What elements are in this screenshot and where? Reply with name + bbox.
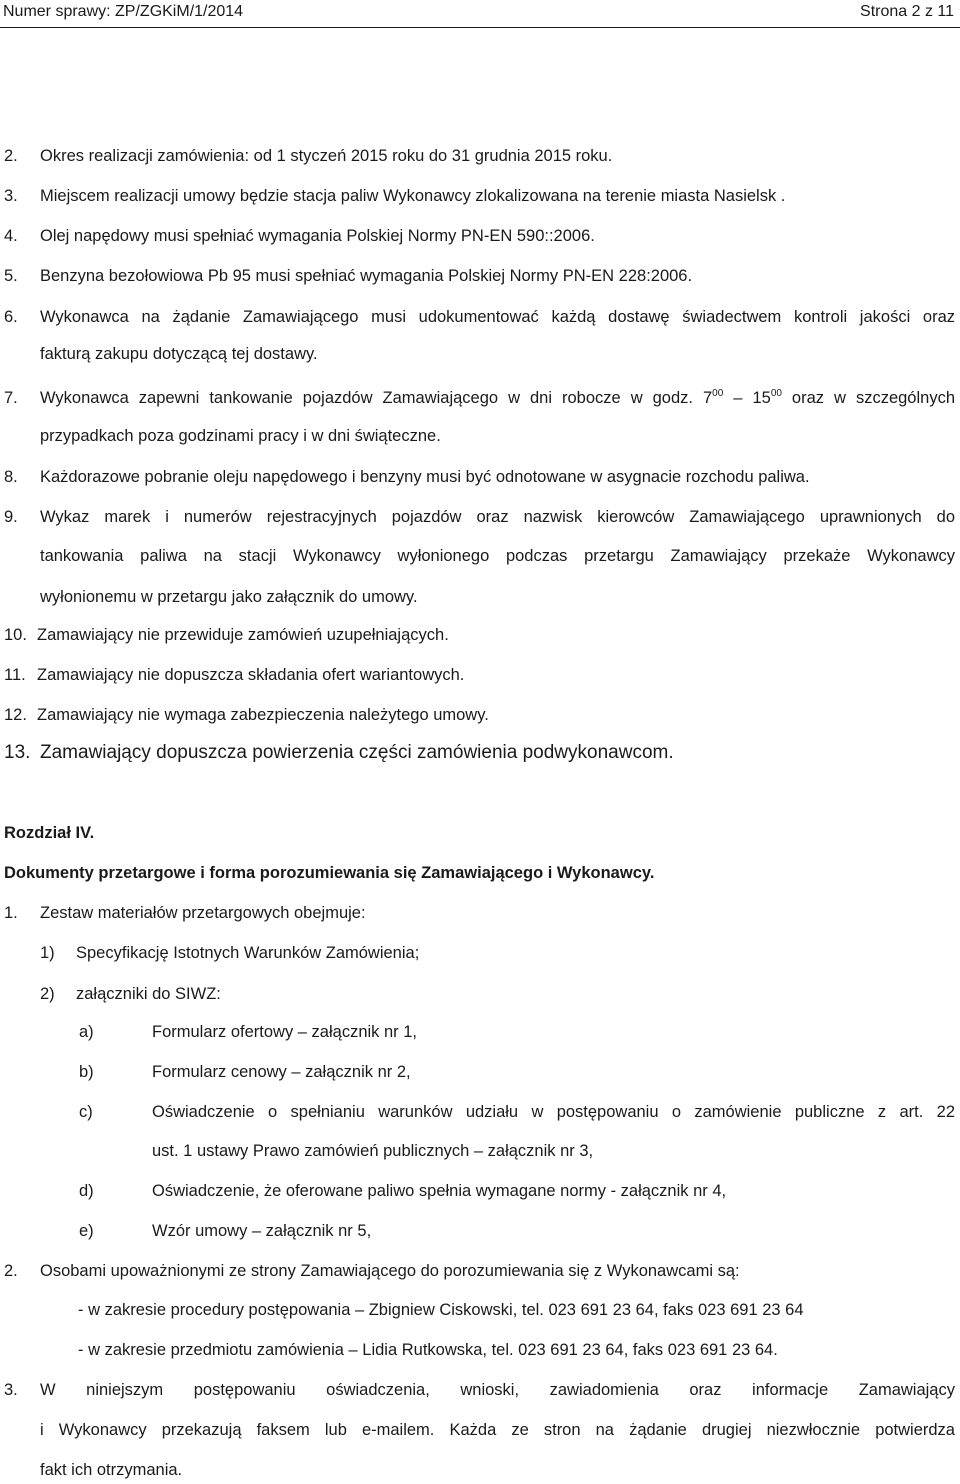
item-text-line-1	[40, 388, 955, 408]
letter-number: b)	[79, 1063, 94, 1081]
item-number: 4.	[4, 227, 18, 245]
section-title-text: Rozdział IV.	[4, 824, 95, 842]
hours-text-c: oraz w szczególnych	[781, 389, 955, 407]
item-number: 3.	[4, 1381, 18, 1399]
item-text-line-2: i Wykonawcy przekazują faksem lub e-mailem. Każda ze stron na żądanie drugiej niezwłocznie potwierdza	[40, 1421, 955, 1439]
item-text: Każdorazowe pobranie oleju napędowego i benzyny musi być odnotowane w asygnacie rozchodu paliwa.	[40, 468, 810, 486]
contact-subject-text: - w zakresie przedmiotu zamówienia – Lidia Rutkowska, tel. 023 691 23 64, faks 023 691 23 64.	[78, 1341, 778, 1359]
item-text: Zestaw materiałów przetargowych obejmuje:	[40, 904, 366, 922]
hours-text-b: – 15	[723, 389, 771, 407]
item-number: 7.	[4, 389, 18, 407]
item-number: 11.	[4, 666, 26, 684]
letter-text: Wzór umowy – załącznik nr 5,	[152, 1222, 372, 1240]
item-number: 12.	[4, 706, 27, 724]
item-text: Benzyna bezołowiowa Pb 95 musi spełniać wymagania Polskiej Normy PN-EN 228:2006.	[40, 267, 693, 285]
item-text-line-2: przypadkach poza godzinami pracy i w dni świąteczne.	[40, 427, 441, 445]
header-divider	[0, 27, 960, 28]
item-number: 1.	[4, 904, 18, 922]
case-number: Numer sprawy: ZP/ZGKiM/1/2014	[3, 3, 244, 20]
section-subtitle-text: Dokumenty przetargowe i forma porozumiewania się Zamawiającego i Wykonawcy.	[4, 864, 655, 882]
item-number: 9.	[4, 508, 18, 526]
sub-item-text: Specyfikację Istotnych Warunków Zamówienia;	[76, 944, 420, 962]
item-number: 6.	[4, 308, 18, 326]
sub-item-text: załączniki do SIWZ:	[76, 985, 221, 1003]
letter-text: Formularz ofertowy – załącznik nr 1,	[152, 1023, 418, 1041]
item-number: 2.	[4, 147, 18, 165]
item-text: Zamawiający nie dopuszcza składania ofert wariantowych.	[37, 666, 465, 684]
letter-text-line-2: ust. 1 ustawy Prawo zamówień publicznych – załącznik nr 3,	[152, 1142, 594, 1160]
item-text: Zamawiający dopuszcza powierzenia części zamówienia podwykonawcom.	[40, 742, 674, 763]
item-text: Olej napędowy musi spełniać wymagania Polskiej Normy PN-EN 590::2006.	[40, 227, 595, 245]
item-text-line-1: Wykonawca na żądanie Zamawiającego musi udokumentować każdą dostawę świadectwem kontroli jakości oraz	[40, 308, 955, 326]
item-number: 5.	[4, 267, 18, 285]
item-number: 2.	[4, 1262, 18, 1280]
item-number: 10.	[4, 626, 27, 644]
item-text: Osobami upoważnionymi ze strony Zamawiającego do porozumiewania się z Wykonawcami są:	[40, 1262, 740, 1280]
letter-text: Oświadczenie, że oferowane paliwo spełnia wymagane normy - załącznik nr 4,	[152, 1182, 727, 1200]
item-text-line-1: Wykaz marek i numerów rejestracyjnych pojazdów oraz nazwisk kierowców Zamawiającego uprawnionych do	[40, 508, 955, 526]
letter-number: e)	[79, 1222, 94, 1240]
letter-number: a)	[79, 1023, 94, 1041]
item-number: 8.	[4, 468, 18, 486]
item-text: Okres realizacji zamówienia: od 1 styczeń 2015 roku do 31 grudnia 2015 roku.	[40, 147, 613, 165]
hours-text-a: Wykonawca zapewni tankowanie pojazdów Zamawiającego w dni robocze w godz. 7	[40, 389, 713, 407]
page-header	[0, 0, 960, 30]
sub-item-number: 1)	[40, 944, 55, 962]
contact-procedure-text: - w zakresie procedury postępowania – Zbigniew Ciskowski, tel. 023 691 23 64, faks 023 691 23 64	[78, 1301, 804, 1319]
letter-number: c)	[79, 1103, 93, 1121]
letter-number: d)	[79, 1182, 94, 1200]
hours-sup-1: 00	[712, 388, 724, 399]
item-text-line-2: tankowania paliwa na stacji Wykonawcy wyłonionego podczas przetargu Zamawiający przekaże Wykonawcy	[40, 547, 955, 565]
item-number: 3.	[4, 187, 18, 205]
item-text-line-3: wyłonionemu w przetargu jako załącznik do umowy.	[40, 588, 418, 606]
sub-item-number: 2)	[40, 985, 55, 1003]
item-text-line-1: W niniejszym postępowaniu oświadczenia, wnioski, zawiadomienia oraz informacje Zamawiający	[40, 1381, 955, 1399]
item-text: Zamawiający nie wymaga zabezpieczenia należytego umowy.	[37, 706, 489, 724]
item-text-line-2: fakturą zakupu dotyczącą tej dostawy.	[40, 345, 318, 363]
letter-text: Formularz cenowy – załącznik nr 2,	[152, 1063, 411, 1081]
item-text: Zamawiający nie przewiduje zamówień uzupełniających.	[37, 626, 449, 644]
item-text: Miejscem realizacji umowy będzie stacja paliw Wykonawcy zlokalizowana na terenie miasta Nasielsk .	[40, 187, 786, 205]
page-number: Strona 2 z 11	[860, 3, 954, 20]
item-text-line-3: fakt ich otrzymania.	[40, 1461, 183, 1479]
letter-text-line-1: Oświadczenie o spełnianiu warunków udziału w postępowaniu o zamówienie publiczne z art. 22	[152, 1103, 955, 1121]
hours-sup-2: 00	[770, 388, 782, 399]
item-number: 13.	[4, 742, 31, 763]
